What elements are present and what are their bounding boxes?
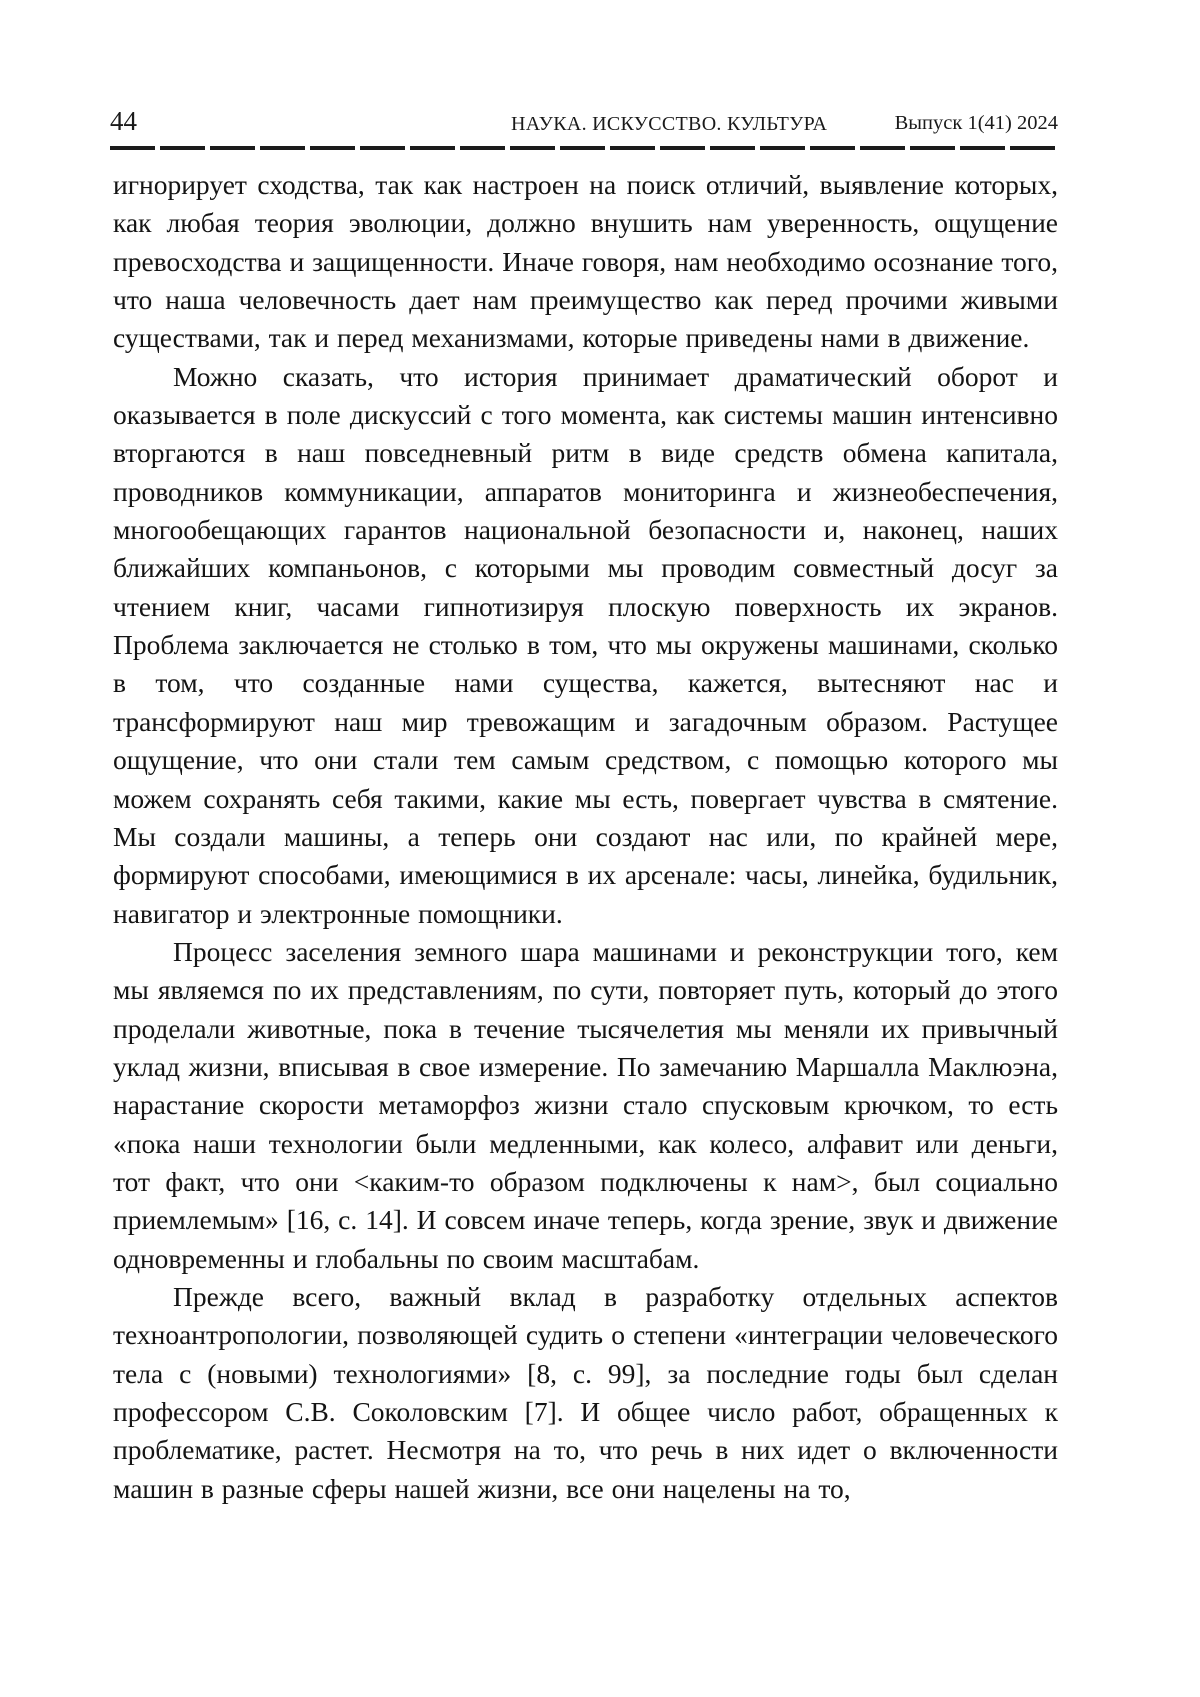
page-number: 44 bbox=[110, 106, 137, 136]
issue-label: Выпуск 1(41) 2024 bbox=[894, 112, 1058, 134]
article-body bbox=[113, 166, 1058, 1508]
body-paragraph: Можно сказать, что история принимает драматический оборот и оказывается в поле дискуссий с того момента, как системы машин интенсивно вторгаются в наш повседневный ритм в виде средств обмена капитала, проводников коммуникации, аппаратов мониторинга и жизнеобеспечения, многообещающих гарантов национальной безопасности и, наконец, наших ближайших компаньонов, с которыми мы проводим совместный досуг за чтением книг, часами гипнотизируя плоскую поверхность их экранов. Проблема заключается не столько в том, что мы окружены машинами, сколько в том, что созданные нами существа, кажется, вытесняют нас и трансформируют наш мир тревожащим и загадочным образом. Растущее ощущение, что они стали тем самым средством, с помощью которого мы можем сохранять себя такими, какие мы есть, повергает чувства в смятение. Мы создали машины, а теперь они создают нас или, по крайней мере, формируют способами, имеющимися в их арсенале: часы, линейка, будильник, навигатор и электронные помощники. bbox=[113, 360, 1058, 929]
body-paragraph: игнорирует сходства, так как настроен на поиск отличий, выявление которых, как любая теория эволюции, должно внушить нам уверенность, ощущение превосходства и защищенности. Иначе говоря, нам необходимо осознание того, что наша человечность дает нам преимущество как перед прочими живыми существами, так и перед механизмами, которые приведены нами в движение. bbox=[113, 169, 1058, 354]
body-paragraph: Прежде всего, важный вклад в разработку отдельных аспектов техноантропологии, позволяющей судить о степени «интеграции человеческого тела с (новыми) технологиями» [8, с. 99], за последние годы был сделан профессором С.В. Соколовским [7]. И общее число работ, обращенных к проблематике, растет. Несмотря на то, что речь в них идет о включенности машин в разные сферы нашей жизни, все они нацелены на то, bbox=[113, 1280, 1058, 1504]
header-divider-dashed-rule bbox=[110, 146, 1058, 150]
body-paragraph: Процесс заселения земного шара машинами и реконструкции того, кем мы являемся по их представлениям, по сути, повторяет путь, который до этого проделали животные, пока в течение тысячелетия мы меняли их привычный уклад жизни, вписывая в свое измерение. По замечанию Маршалла Маклюэна, нарастание скорости метаморфоз жизни стало спусковым крючком, то есть «пока наши технологии были медленными, как колесо, алфавит или деньги, тот факт, что они <каким-то образом подключены к нам>, был социально приемлемым» [16, с. 14]. И совсем иначе теперь, когда зрение, звук и движение одновременны и глобальны по своим масштабам. bbox=[113, 935, 1058, 1274]
journal-title: НАУКА. ИСКУССТВО. КУЛЬТУРА bbox=[511, 113, 828, 135]
